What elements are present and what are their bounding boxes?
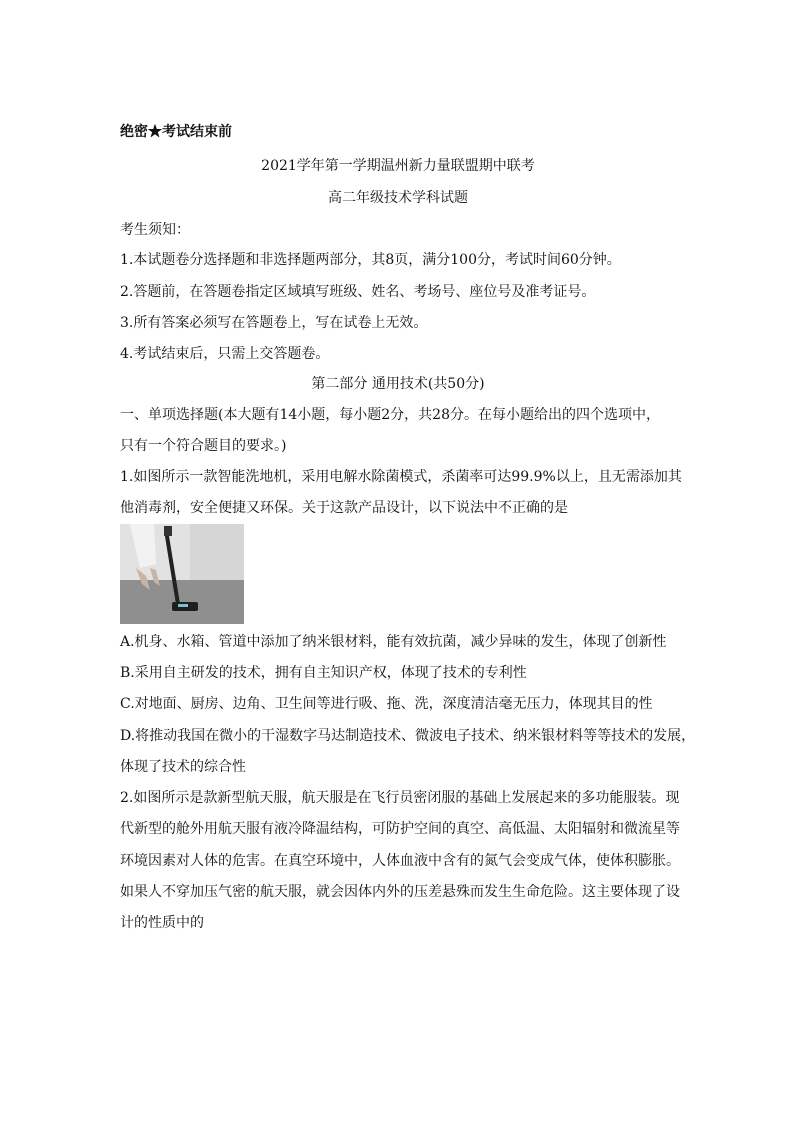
q1-option-d-line1: D.将推动我国在微小的干湿数字马达制造技术、微波电子技术、纳米银材料等等技术的发展， — [120, 728, 696, 744]
note-item-1: 1.本试题卷分选择题和非选择题两部分，其8页，满分100分，考试时间60分钟。 — [120, 252, 621, 268]
floor-washer-illustration — [120, 524, 244, 624]
section-instruction-line2: 只有一个符合题目的要求。) — [120, 438, 287, 454]
note-item-3: 3.所有答案必须写在答题卷上，写在试卷上无效。 — [120, 315, 428, 331]
secret-label: 绝密★考试结束前 — [120, 124, 232, 140]
q1-stem-line2: 他消毒剂，安全便捷又环保。关于这款产品设计，以下说法中不正确的是 — [120, 500, 568, 516]
note-item-2: 2.答题前，在答题卷指定区域填写班级、姓名、考场号、座位号及准考证号。 — [120, 284, 596, 300]
notes-heading: 考生须知： — [120, 222, 190, 238]
q1-option-d-line2: 体现了技术的综合性 — [120, 759, 246, 775]
q2-stem-line5: 计的性质中的 — [120, 915, 204, 931]
floor-washer-photo — [120, 524, 244, 624]
subject-title: 高二年级技术学科试题 — [328, 190, 468, 206]
q2-stem-line2: 代新型的舱外用航天服有液冷降温结构，可防护空间的真空、高低温、太阳辐射和微流星等 — [120, 821, 680, 837]
section-instruction-line1: 一、单项选择题(本大题有14小题，每小题2分，共28分。在每小题给出的四个选项中， — [120, 407, 660, 423]
q2-stem-line3: 环境因素对人体的危害。在真空环境中，人体血液中含有的氮气会变成气体，使体积膨胀。 — [120, 853, 680, 869]
q2-stem-line1: 2.如图所示是款新型航天服，航天服是在飞行员密闭服的基础上发展起来的多功能服装。现 — [120, 790, 680, 806]
q2-stem-line4: 如果人不穿加压气密的航天服，就会因体内外的压差悬殊而发生生命危险。这主要体现了设 — [120, 884, 680, 900]
note-item-4: 4.考试结束后，只需上交答题卷。 — [120, 346, 330, 362]
q1-option-c: C.对地面、厨房、边角、卫生间等进行吸、拖、洗，深度清洁毫无压力，体现其目的性 — [120, 696, 653, 712]
section-title: 第二部分 通用技术(共50分) — [311, 376, 485, 392]
q1-stem-line1: 1.如图所示一款智能洗地机，采用电解水除菌模式，杀菌率可达99.9%以上，且无需添加其 — [120, 469, 682, 485]
exam-title: 2021学年第一学期温州新力量联盟期中联考 — [261, 158, 535, 174]
q1-option-b: B.采用自主研发的技术，拥有自主知识产权，体现了技术的专利性 — [120, 665, 527, 681]
q1-option-a: A.机身、水箱、管道中添加了纳米银材料，能有效抗菌，减少异味的发生，体现了创新性 — [120, 634, 667, 650]
